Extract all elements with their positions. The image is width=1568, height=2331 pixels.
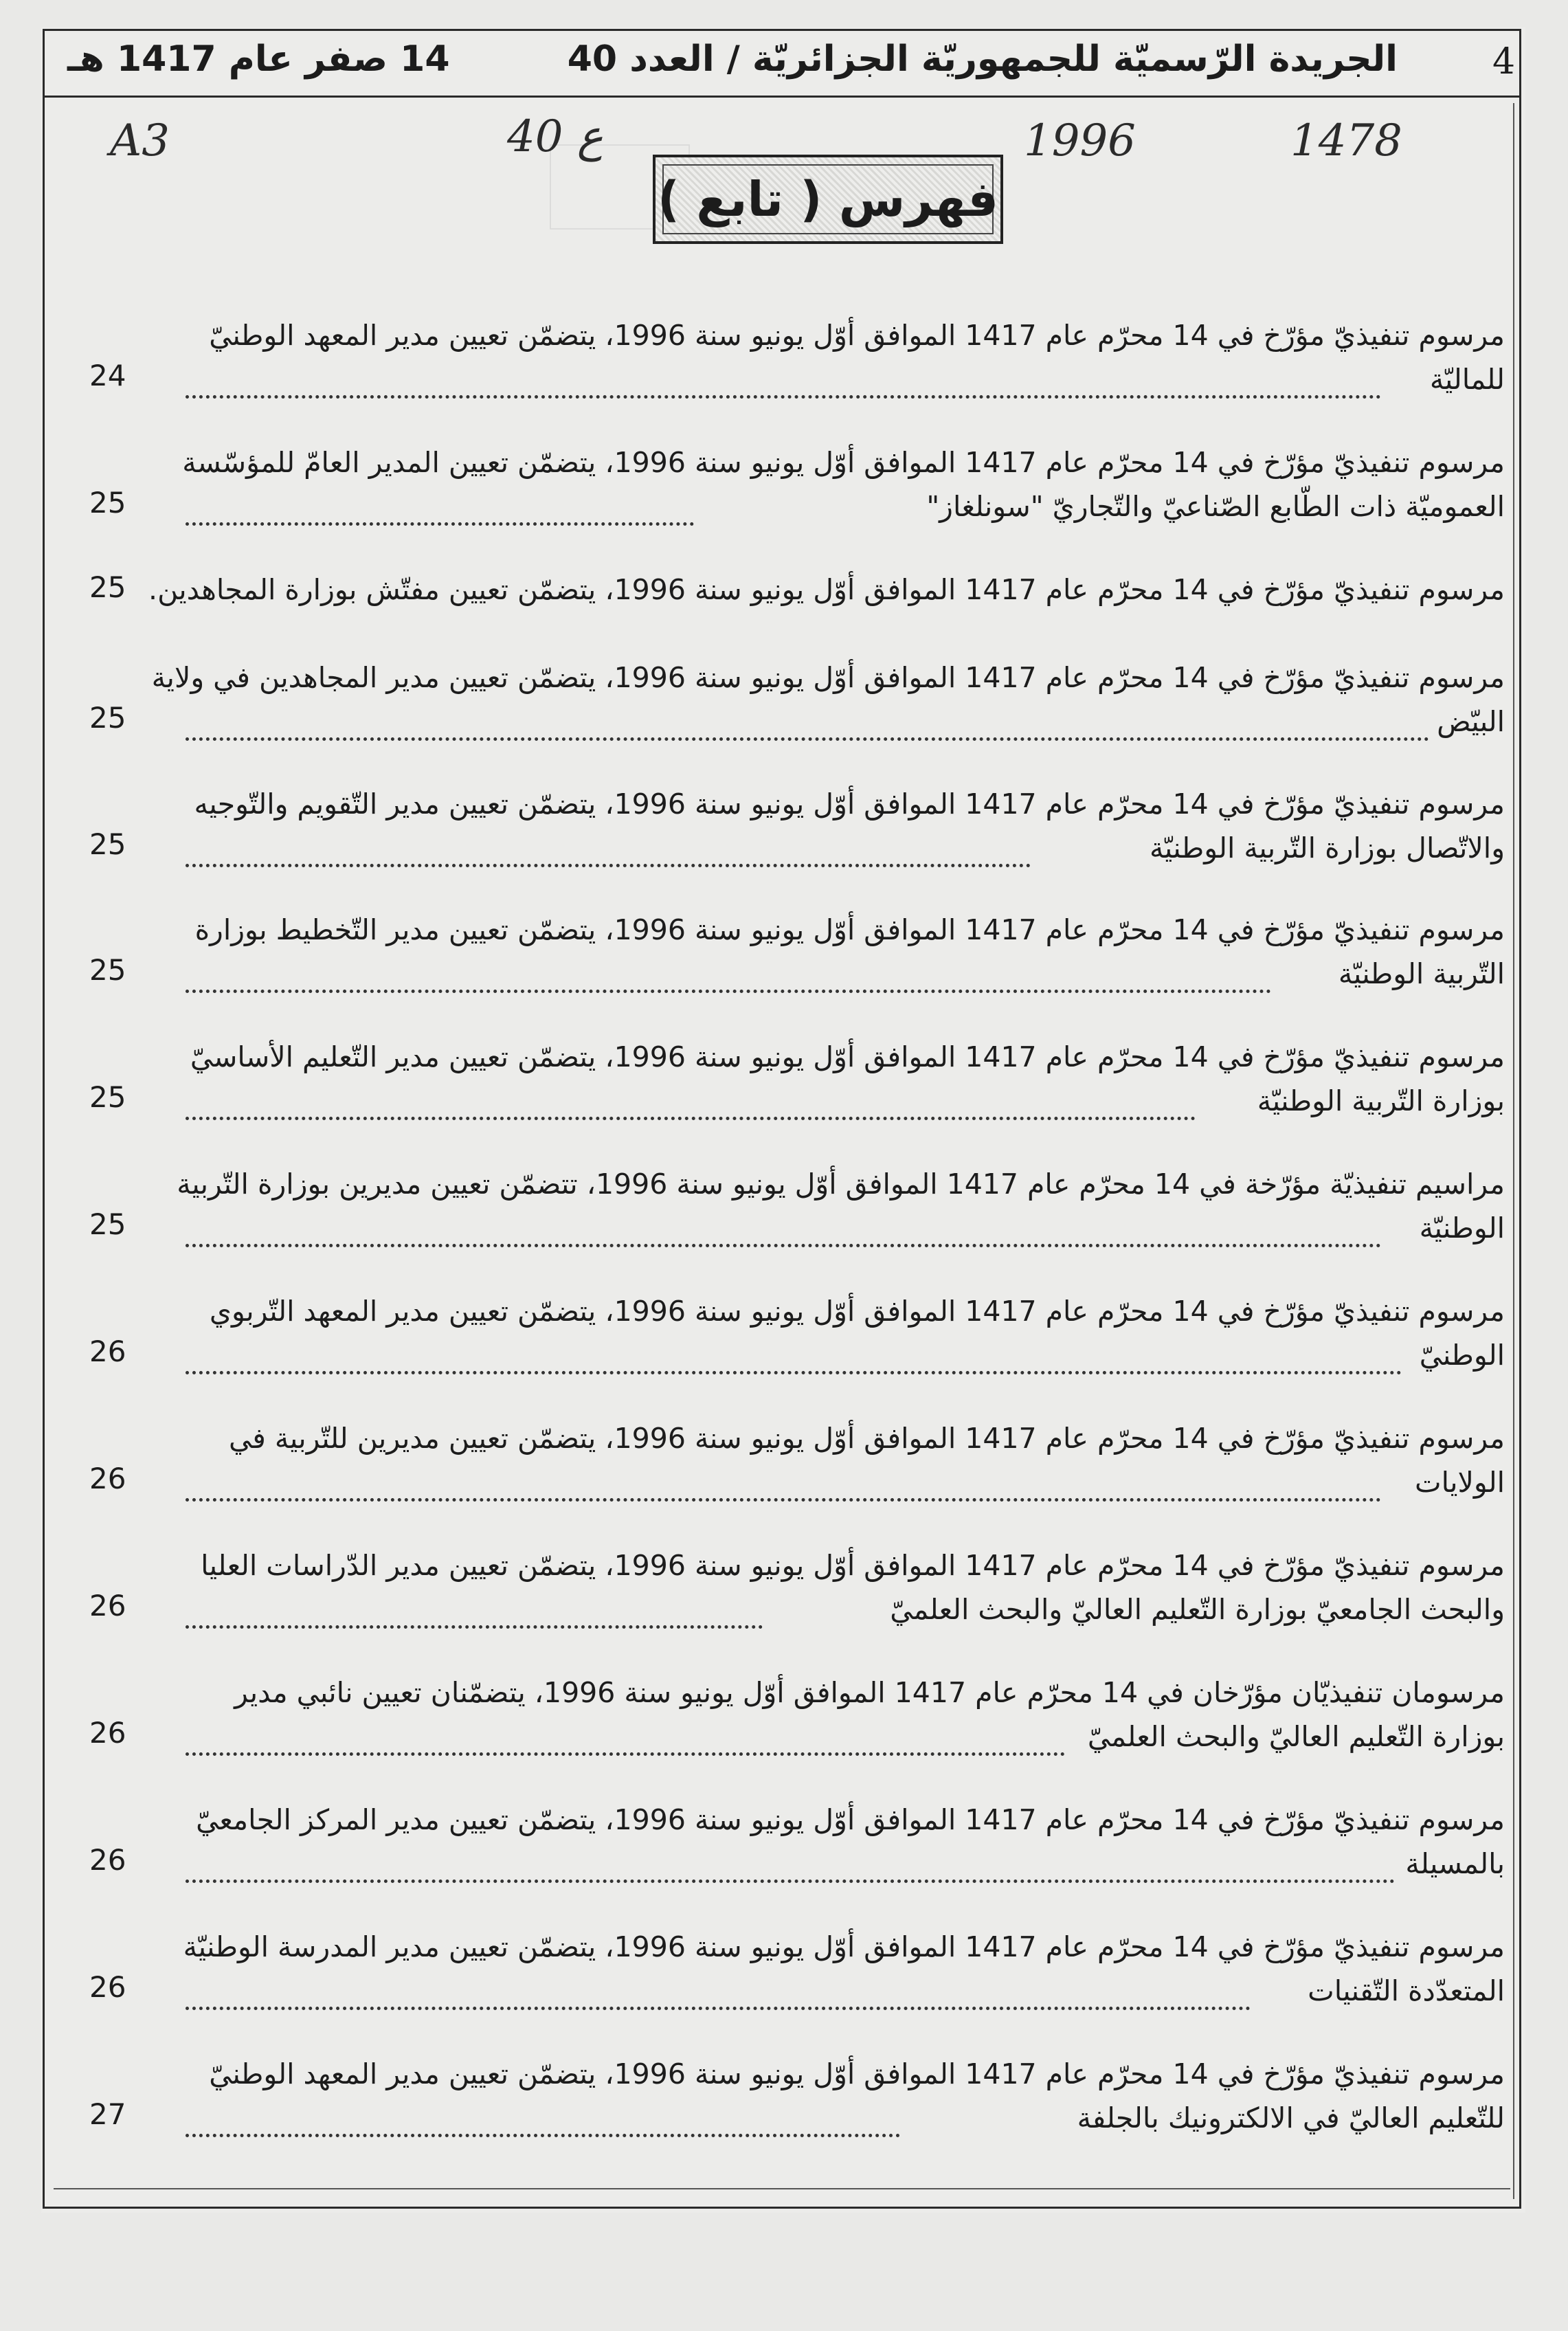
index-title: فهرس ( تابع ) [658,171,998,227]
index-entry [89,1292,1505,1388]
entry-page-number: 26 [89,1589,126,1622]
entry-line-2: التّربية الوطنيّة [1338,957,1505,990]
entry-line-1: مرسوم تنفيذيّ مؤرّخ في 14 محرّم عام 1417 الموافق أوّل يونيو سنة 1996، يتضمّن تعيين مديرين للتّربية في [229,1422,1505,1455]
entry-page-number: 26 [89,1335,126,1368]
right-margin-rule [1513,103,1514,2199]
handwritten-note: 1996 [1024,115,1136,166]
entry-line-2: للماليّة [1429,363,1505,396]
index-entry [89,1419,1505,1515]
entry-page-number: 25 [89,827,126,861]
index-entry [89,2055,1505,2151]
handwritten-note: 40 ع [507,111,603,162]
entry-line-1: مرسوم تنفيذيّ مؤرّخ في 14 محرّم عام 1417 الموافق أوّل يونيو سنة 1996، يتضمّن تعيين مدير المدرسة الوطنيّة [183,1930,1505,1963]
entry-line-2: للتّعليم العاليّ في الالكترونيك بالجلفة [1077,2101,1505,2134]
entry-line-2: بالمسيلة [1405,1847,1505,1880]
entry-page-number: 26 [89,1462,126,1495]
entry-line-2: العموميّة ذات الطّابع الصّناعيّ والتّجاريّ "سونلغاز" [926,490,1505,523]
entry-line-1: مرسوم تنفيذيّ مؤرّخ في 14 محرّم عام 1417 الموافق أوّل يونيو سنة 1996، يتضمّن تعيين مدير المركز الجامعيّ [196,1803,1505,1836]
index-entry [89,1038,1505,1134]
entry-page-number: 26 [89,1970,126,2004]
header-page-number: 4 [1492,41,1516,82]
index-title-box [653,155,1003,244]
entry-page-number: 25 [89,953,126,987]
bottom-rule [54,2188,1510,2189]
entry-line-2: بوزارة التّعليم العاليّ والبحث العلميّ [1087,1720,1505,1753]
entry-line-1: مرسوم تنفيذيّ مؤرّخ في 14 محرّم عام 1417 الموافق أوّل يونيو سنة 1996، يتضمّن تعيين مدير المعهد الوطنيّ [209,2057,1505,2090]
entry-line-2: الوطنيّة [1419,1212,1505,1245]
entry-line-2: الولايات [1415,1466,1505,1499]
entry-line-2: الوطنيّ [1419,1339,1505,1372]
header-date: 14 صفر عام 1417 هـ [67,38,450,80]
index-entry [89,1546,1505,1642]
handwritten-note: A3 [110,115,170,166]
index-entry [89,1673,1505,1770]
index-entry [89,1800,1505,1897]
entry-line-1: مرسوم تنفيذيّ مؤرّخ في 14 محرّم عام 1417 الموافق أوّل يونيو سنة 1996، يتضمّن تعيين مدير الدّراسات العليا [201,1549,1505,1582]
entry-page-number: 26 [89,1716,126,1750]
entry-line-1: مرسوم تنفيذيّ مؤرّخ في 14 محرّم عام 1417 الموافق أوّل يونيو سنة 1996، يتضمّن تعيين مدير التّقويم والتّوجيه [194,788,1505,821]
index-entry [89,1928,1505,2024]
entry-page-number: 25 [89,1080,126,1114]
page-header [43,29,1521,98]
entry-line-1: مرسوم تنفيذيّ مؤرّخ في 14 محرّم عام 1417 الموافق أوّل يونيو سنة 1996، يتضمّن تعيين مدير التّعليم الأساسيّ [190,1040,1505,1073]
handwritten-note: 1478 [1290,115,1402,166]
index-entry [89,911,1505,1007]
entry-page-number: 26 [89,1843,126,1877]
entry-line-1: مرسوم تنفيذيّ مؤرّخ في 14 محرّم عام 1417 الموافق أوّل يونيو سنة 1996، يتضمّن تعيين مدير المجاهدين في ولاية [151,661,1505,694]
entry-line-1: مراسيم تنفيذيّة مؤرّخة في 14 محرّم عام 1417 الموافق أوّل يونيو سنة 1996، تتضمّن تعيين مديرين بوزارة التّربية [177,1168,1505,1201]
entry-line-1: مرسوم تنفيذيّ مؤرّخ في 14 محرّم عام 1417 الموافق أوّل يونيو سنة 1996، يتضمّن تعيين مفتّش بوزارة المجاهدين. [148,573,1505,606]
entry-line-2: والاتّصال بوزارة التّربية الوطنيّة [1149,832,1505,865]
entry-line-2: بوزارة التّربية الوطنيّة [1257,1084,1505,1117]
index-entry [89,316,1505,412]
index-entry [89,658,1505,755]
entry-line-2: البيّض [1437,705,1505,738]
entry-line-1: مرسوم تنفيذيّ مؤرّخ في 14 محرّم عام 1417 الموافق أوّل يونيو سنة 1996، يتضمّن تعيين مدير المعهد التّربوي [209,1295,1505,1328]
entry-page-number: 25 [89,1207,126,1241]
index-entry [89,570,1505,667]
entry-page-number: 25 [89,701,126,735]
entry-line-1: مرسوم تنفيذيّ مؤرّخ في 14 محرّم عام 1417 الموافق أوّل يونيو سنة 1996، يتضمّن تعيين المدير العامّ للمؤسّسة [182,446,1505,479]
index-entry [89,443,1505,539]
index-entry [89,785,1505,881]
entry-line-1: مرسومان تنفيذيّان مؤرّخان في 14 محرّم عام 1417 الموافق أوّل يونيو سنة 1996، يتضمّنان تعيين نائبي مدير [234,1676,1505,1709]
entry-page-number: 27 [89,2097,126,2131]
entry-page-number: 25 [89,486,126,520]
index-entry [89,1165,1505,1261]
entry-line-2: المتعدّدة التّقنيات [1308,1974,1505,2007]
entry-page-number: 25 [89,570,126,604]
header-journal-title: الجريدة الرّسميّة للجمهوريّة الجزائريّة / العدد 40 [567,38,1398,80]
entry-line-1: مرسوم تنفيذيّ مؤرّخ في 14 محرّم عام 1417 الموافق أوّل يونيو سنة 1996، يتضمّن تعيين مدير المعهد الوطنيّ [209,319,1505,352]
entry-line-2: والبحث الجامعيّ بوزارة التّعليم العاليّ والبحث العلميّ [890,1593,1505,1626]
entry-line-1: مرسوم تنفيذيّ مؤرّخ في 14 محرّم عام 1417 الموافق أوّل يونيو سنة 1996، يتضمّن تعيين مدير التّخطيط بوزارة [194,913,1505,946]
entry-page-number: 24 [89,359,126,392]
